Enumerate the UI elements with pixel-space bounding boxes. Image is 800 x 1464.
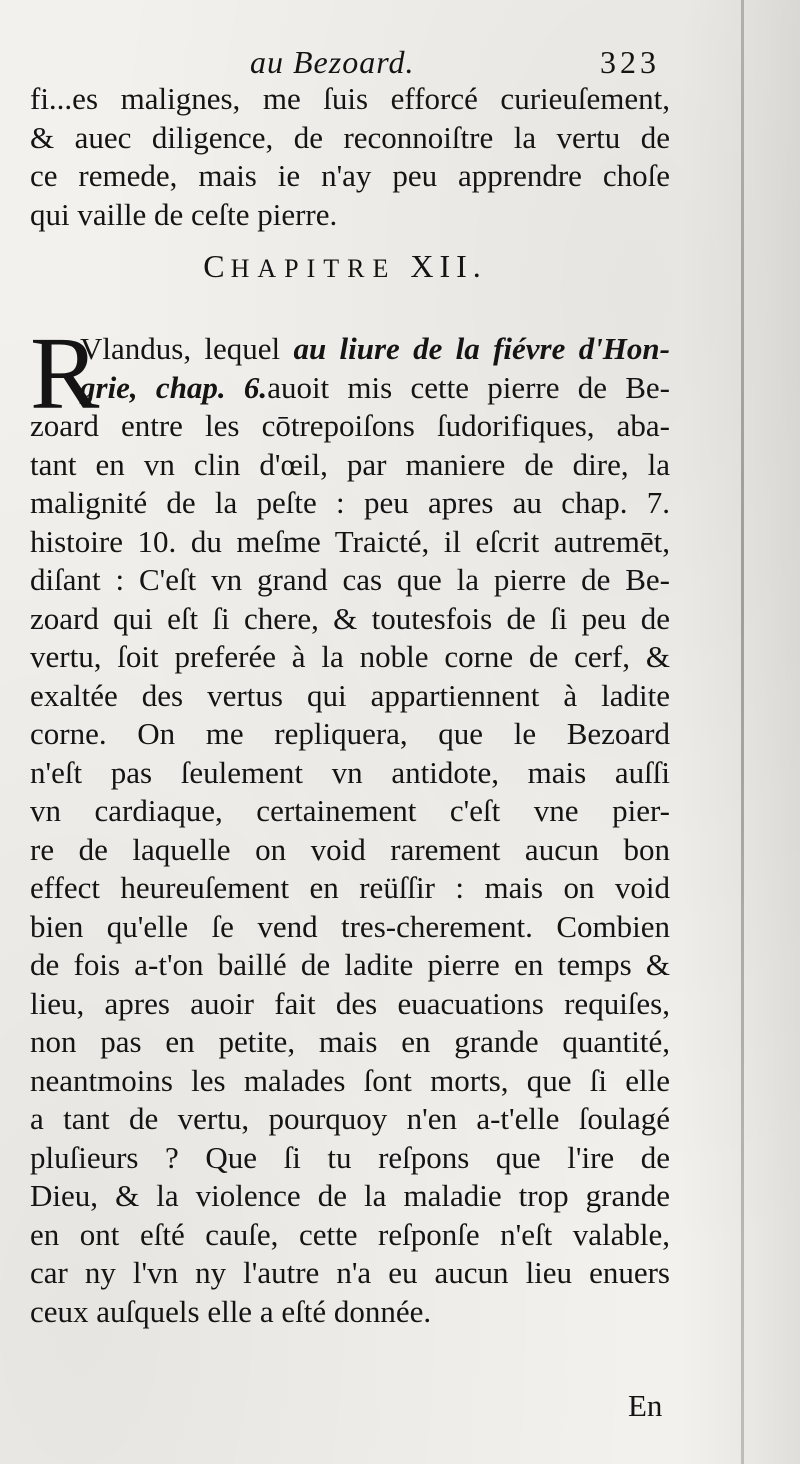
text-line: effect heureuſement en reüſſir : mais on void — [30, 870, 670, 905]
text-line: exaltée des vertus qui appartiennent à ladite — [30, 677, 670, 713]
chapter-numeral: XII. — [410, 248, 487, 284]
italic-citation: grie, chap. 6. — [80, 369, 268, 405]
chapter-heading — [0, 248, 690, 285]
continued-paragraph — [30, 80, 670, 234]
text-line: neantmoins les malades ſont morts, que ſi elle — [30, 1062, 670, 1098]
text-line: lieu, apres auoir fait des euacuations requiſes, — [30, 985, 670, 1021]
page-number: 323 — [600, 44, 660, 80]
text-line: non pas en petite, mais en grande quantité, — [30, 1024, 670, 1059]
text-line: de fois a-t'on baillé de ladite pierre en temps & — [30, 947, 670, 982]
text-line: vn cardiaque, certainement c'eſt vne pier- — [30, 793, 670, 828]
text-line: & auec diligence, de reconnoiſtre la vertu de — [30, 119, 670, 155]
text-line: bien qu'elle ſe vend tres-cherement. Combien — [30, 908, 670, 944]
text-line: Dieu, & la violence de la maladie trop grande — [30, 1178, 670, 1213]
text-line: histoire 10. du meſme Traicté, il eſcrit autremēt, — [30, 523, 670, 559]
drop-cap: R — [30, 316, 100, 431]
text-run: auoit mis cette pierre de Be- — [267, 369, 671, 405]
text-line: malignité de la peſte : peu apres au chap. 7. — [30, 485, 670, 520]
text-line: re de laquelle on void rarement aucun bon — [30, 831, 670, 867]
chapter-body — [30, 316, 671, 1331]
running-head: au Bezoard. — [250, 44, 415, 80]
text-line: fi...es malignes, me ſuis efforcé curieuſement, — [30, 81, 670, 116]
text-line: diſant : C'eſt vn grand cas que la pierre de Be- — [30, 562, 670, 597]
text-line: ce remede, mais ie n'ay peu apprendre choſe — [30, 158, 670, 193]
text-line: a tant de vertu, pourquoy n'en a-t'elle ſoulagé — [30, 1101, 670, 1136]
text-line: tant en vn clin d'œil, par maniere de dire, la — [30, 446, 670, 482]
text-line: corne. On me repliquera, que le Bezoard — [30, 716, 670, 751]
text-line: zoard entre les cōtrepoiſons ſudorifiques, aba- — [30, 408, 670, 443]
text-line: en ont eſté cauſe, cette reſponſe n'eſt valable, — [30, 1216, 670, 1252]
chapter-initial: C — [203, 248, 231, 284]
text-line: qui vaille de ceſte pierre. — [30, 196, 338, 232]
text-line: n'eſt pas ſeulement vn antidote, mais auſſi — [30, 754, 670, 790]
text-line — [30, 330, 670, 369]
text-line: zoard qui eſt ſi chere, & toutesfois de ſi peu de — [30, 600, 670, 636]
show-through-shadow — [680, 0, 800, 1464]
text-line: car ny l'vn ny l'autre n'a eu aucun lieu enuers — [30, 1255, 670, 1290]
catchword: En — [628, 1388, 663, 1423]
italic-citation: au liure de la fiévre d'Hon- — [293, 331, 670, 366]
text-line: ceux auſquels elle a eſté donnée. — [30, 1293, 432, 1329]
page-edge — [741, 0, 744, 1464]
chapter-word: HAPITRE — [230, 254, 397, 283]
text-run: Vlandus, lequel — [80, 331, 294, 366]
text-line: pluſieurs ? Que ſi tu reſpons que l'ire de — [30, 1139, 670, 1175]
text-line: vertu, ſoit preferée à la noble corne de cerf, & — [30, 639, 670, 674]
text-line — [30, 369, 670, 408]
